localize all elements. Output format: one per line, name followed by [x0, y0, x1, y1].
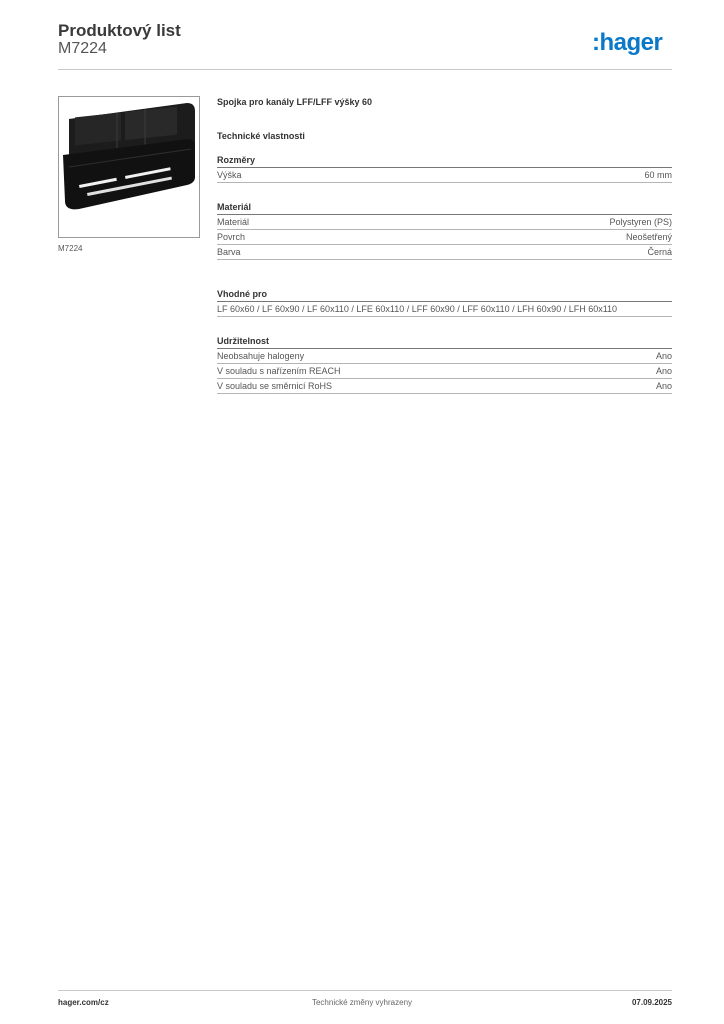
table-row [217, 302, 672, 317]
table-row [217, 168, 672, 183]
tech-properties-heading: Technické vlastnosti [217, 131, 305, 141]
section-title: Udržitelnost [217, 335, 672, 349]
section-dimensions [217, 154, 672, 183]
row-label: LF 60x60 / LF 60x90 / LF 60x110 / LFE 60x110 / LFF 60x90 / LFF 60x110 / LFH 60x90 / LFH 60x110 [217, 304, 618, 314]
row-value: Ano [655, 366, 672, 376]
row-label: Povrch [217, 232, 246, 242]
table-row [217, 215, 672, 230]
section-title: Rozměry [217, 154, 672, 168]
hager-logo-text: :hager [592, 29, 663, 56]
row-label: Výška [217, 170, 242, 180]
page-title: Produktový list [58, 21, 181, 40]
table-row [217, 349, 672, 364]
section-suitable-for [217, 288, 672, 317]
row-value: Polystyren (PS) [609, 217, 672, 227]
section-material [217, 201, 672, 260]
header-divider [58, 69, 672, 70]
footer-notice: Technické změny vyhrazeny [311, 998, 413, 1007]
product-details [217, 96, 672, 412]
image-caption: M7224 [58, 244, 83, 253]
section-title: Vhodné pro [217, 288, 672, 302]
row-label: Barva [217, 247, 241, 257]
row-value: Ano [655, 351, 672, 361]
footer-divider [58, 990, 672, 991]
row-value: Černá [647, 247, 672, 257]
section-title: Materiál [217, 201, 672, 215]
footer-date: 07.09.2025 [631, 998, 672, 1007]
table-row [217, 245, 672, 260]
table-row [217, 379, 672, 394]
footer-website-link[interactable]: hager.com/cz [58, 998, 109, 1007]
hager-logo [592, 29, 674, 57]
row-label: V souladu se směrnicí RoHS [217, 381, 333, 391]
table-row [217, 364, 672, 379]
row-value: Ano [655, 381, 672, 391]
product-name: Spojka pro kanály LFF/LFF výšky 60 [217, 97, 373, 107]
row-label: Neobsahuje halogeny [217, 351, 305, 361]
section-sustainability [217, 335, 672, 394]
row-value: Neošetřený [625, 232, 672, 242]
row-label: V souladu s nařízením REACH [217, 366, 341, 376]
product-image [58, 96, 200, 238]
row-label: Materiál [217, 217, 250, 227]
connector-illustration [59, 97, 199, 237]
table-row [217, 230, 672, 245]
row-value: 60 mm [644, 170, 672, 180]
product-code: M7224 [58, 40, 107, 57]
